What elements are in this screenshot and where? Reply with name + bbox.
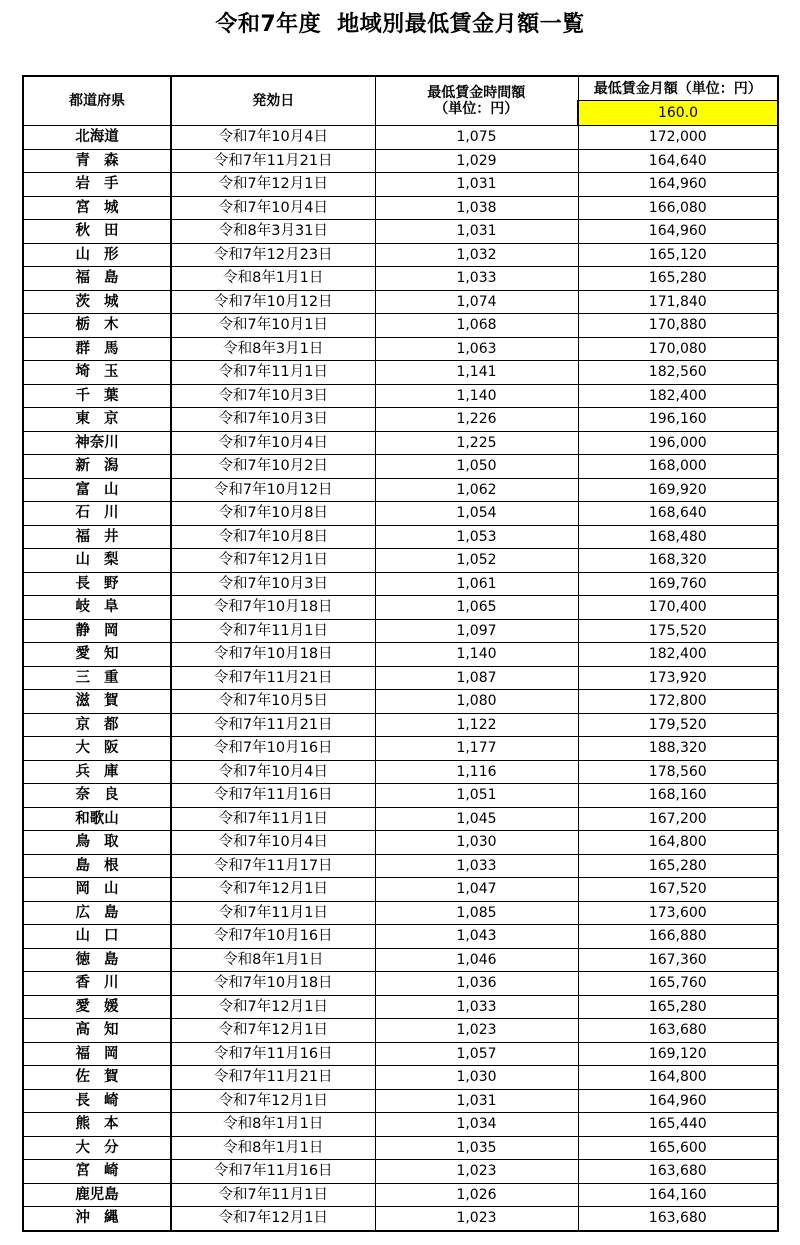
monthly-wage-cell: 165,280 <box>578 854 778 878</box>
table-row <box>23 384 778 408</box>
monthly-wage-cell: 168,480 <box>578 525 778 549</box>
table-row <box>23 995 778 1019</box>
hourly-wage-cell: 1,031 <box>375 220 578 244</box>
hourly-wage-cell: 1,026 <box>375 1183 578 1207</box>
table-row <box>23 1136 778 1160</box>
prefecture-cell: 山口 <box>23 925 171 949</box>
effective-date-cell: 令和7年12月1日 <box>171 878 375 902</box>
prefecture-cell: 北海道 <box>23 126 171 150</box>
hourly-wage-cell: 1,033 <box>375 854 578 878</box>
table-row <box>23 243 778 267</box>
hourly-wage-cell: 1,063 <box>375 337 578 361</box>
effective-date-cell: 令和7年11月1日 <box>171 807 375 831</box>
monthly-wage-cell: 196,000 <box>578 431 778 455</box>
hourly-wage-cell: 1,087 <box>375 666 578 690</box>
monthly-wage-cell: 163,680 <box>578 1160 778 1184</box>
hourly-wage-cell: 1,097 <box>375 619 578 643</box>
hourly-wage-cell: 1,140 <box>375 643 578 667</box>
monthly-wage-cell: 166,080 <box>578 196 778 220</box>
hourly-wage-cell: 1,047 <box>375 878 578 902</box>
prefecture-cell: 鹿児島 <box>23 1183 171 1207</box>
effective-date-cell: 令和7年10月4日 <box>171 196 375 220</box>
table-row <box>23 572 778 596</box>
prefecture-cell: 埼玉 <box>23 361 171 385</box>
hourly-wage-cell: 1,085 <box>375 901 578 925</box>
effective-date-cell: 令和8年1月1日 <box>171 948 375 972</box>
hourly-wage-cell: 1,030 <box>375 1066 578 1090</box>
prefecture-cell: 新潟 <box>23 455 171 479</box>
effective-date-cell: 令和7年11月21日 <box>171 1066 375 1090</box>
prefecture-cell: 富山 <box>23 478 171 502</box>
hourly-wage-cell: 1,225 <box>375 431 578 455</box>
monthly-wage-cell: 165,440 <box>578 1113 778 1137</box>
effective-date-cell: 令和7年11月1日 <box>171 361 375 385</box>
table-row <box>23 713 778 737</box>
prefecture-cell: 神奈川 <box>23 431 171 455</box>
table-row <box>23 1113 778 1137</box>
effective-date-cell: 令和7年12月23日 <box>171 243 375 267</box>
table-row <box>23 619 778 643</box>
monthly-wage-cell: 179,520 <box>578 713 778 737</box>
header-hourly-wage <box>375 76 578 126</box>
effective-date-cell: 令和8年1月1日 <box>171 267 375 291</box>
effective-date-cell: 令和8年1月1日 <box>171 1113 375 1137</box>
effective-date-cell: 令和7年10月16日 <box>171 925 375 949</box>
monthly-wage-cell: 170,880 <box>578 314 778 338</box>
table-row <box>23 854 778 878</box>
effective-date-cell: 令和7年10月18日 <box>171 643 375 667</box>
prefecture-cell: 滋賀 <box>23 690 171 714</box>
hourly-wage-cell: 1,033 <box>375 267 578 291</box>
title-subject: 地域別最低賃金月額一覧 <box>337 12 585 37</box>
effective-date-cell: 令和7年10月1日 <box>171 314 375 338</box>
header-hourly-unit: （単位：円） <box>434 101 519 117</box>
table-row <box>23 525 778 549</box>
title-fiscal-year: 令和7年度 <box>215 12 322 37</box>
hourly-wage-cell: 1,038 <box>375 196 578 220</box>
effective-date-cell: 令和7年12月1日 <box>171 995 375 1019</box>
monthly-wage-cell: 182,560 <box>578 361 778 385</box>
effective-date-cell: 令和7年11月1日 <box>171 901 375 925</box>
monthly-multiplier-cell: 160.0 <box>578 101 778 126</box>
monthly-wage-cell: 178,560 <box>578 760 778 784</box>
prefecture-cell: 高知 <box>23 1019 171 1043</box>
monthly-wage-cell: 168,000 <box>578 455 778 479</box>
hourly-wage-cell: 1,080 <box>375 690 578 714</box>
hourly-wage-cell: 1,074 <box>375 290 578 314</box>
monthly-wage-cell: 164,960 <box>578 1089 778 1113</box>
monthly-wage-cell: 172,800 <box>578 690 778 714</box>
prefecture-cell: 兵庫 <box>23 760 171 784</box>
table-row <box>23 290 778 314</box>
effective-date-cell: 令和7年11月17日 <box>171 854 375 878</box>
prefecture-cell: 東京 <box>23 408 171 432</box>
hourly-wage-cell: 1,031 <box>375 173 578 197</box>
hourly-wage-cell: 1,065 <box>375 596 578 620</box>
table-row <box>23 948 778 972</box>
effective-date-cell: 令和7年11月16日 <box>171 1160 375 1184</box>
effective-date-cell: 令和7年10月8日 <box>171 502 375 526</box>
hourly-wage-cell: 1,035 <box>375 1136 578 1160</box>
prefecture-cell: 青森 <box>23 149 171 173</box>
monthly-wage-cell: 173,600 <box>578 901 778 925</box>
monthly-wage-cell: 167,360 <box>578 948 778 972</box>
table-row <box>23 690 778 714</box>
prefecture-cell: 奈良 <box>23 784 171 808</box>
table-row <box>23 1183 778 1207</box>
table-row <box>23 267 778 291</box>
prefecture-cell: 石川 <box>23 502 171 526</box>
table-row <box>23 549 778 573</box>
monthly-wage-cell: 168,320 <box>578 549 778 573</box>
monthly-wage-cell: 182,400 <box>578 643 778 667</box>
monthly-wage-cell: 167,200 <box>578 807 778 831</box>
monthly-wage-cell: 164,800 <box>578 831 778 855</box>
effective-date-cell: 令和7年10月12日 <box>171 478 375 502</box>
table-row <box>23 220 778 244</box>
effective-date-cell: 令和7年12月1日 <box>171 1019 375 1043</box>
header-row <box>23 76 778 101</box>
monthly-wage-cell: 182,400 <box>578 384 778 408</box>
table-row <box>23 807 778 831</box>
hourly-wage-cell: 1,122 <box>375 713 578 737</box>
table-row <box>23 1019 778 1043</box>
prefecture-cell: 秋田 <box>23 220 171 244</box>
prefecture-cell: 千葉 <box>23 384 171 408</box>
monthly-wage-cell: 164,960 <box>578 220 778 244</box>
table-row <box>23 972 778 996</box>
table-row <box>23 455 778 479</box>
hourly-wage-cell: 1,023 <box>375 1019 578 1043</box>
table-row <box>23 502 778 526</box>
hourly-wage-cell: 1,054 <box>375 502 578 526</box>
hourly-wage-cell: 1,051 <box>375 784 578 808</box>
header-effective-date: 発効日 <box>171 76 375 126</box>
effective-date-cell: 令和7年10月3日 <box>171 384 375 408</box>
prefecture-cell: 徳島 <box>23 948 171 972</box>
prefecture-cell: 宮崎 <box>23 1160 171 1184</box>
effective-date-cell: 令和7年10月16日 <box>171 737 375 761</box>
prefecture-cell: 島根 <box>23 854 171 878</box>
hourly-wage-cell: 1,057 <box>375 1042 578 1066</box>
table-row <box>23 878 778 902</box>
prefecture-cell: 茨城 <box>23 290 171 314</box>
monthly-wage-cell: 175,520 <box>578 619 778 643</box>
table-body <box>23 126 778 1231</box>
table-row <box>23 337 778 361</box>
monthly-wage-cell: 163,680 <box>578 1019 778 1043</box>
hourly-wage-cell: 1,030 <box>375 831 578 855</box>
prefecture-cell: 鳥取 <box>23 831 171 855</box>
monthly-wage-cell: 171,840 <box>578 290 778 314</box>
table-row <box>23 1089 778 1113</box>
page-title <box>0 10 800 40</box>
monthly-wage-cell: 164,800 <box>578 1066 778 1090</box>
hourly-wage-cell: 1,116 <box>375 760 578 784</box>
effective-date-cell: 令和7年10月3日 <box>171 408 375 432</box>
prefecture-cell: 静岡 <box>23 619 171 643</box>
table-row <box>23 925 778 949</box>
hourly-wage-cell: 1,036 <box>375 972 578 996</box>
monthly-wage-cell: 169,920 <box>578 478 778 502</box>
effective-date-cell: 令和7年11月16日 <box>171 1042 375 1066</box>
monthly-wage-cell: 170,080 <box>578 337 778 361</box>
hourly-wage-cell: 1,050 <box>375 455 578 479</box>
table-row <box>23 478 778 502</box>
table-row <box>23 126 778 150</box>
hourly-wage-cell: 1,023 <box>375 1160 578 1184</box>
monthly-wage-cell: 188,320 <box>578 737 778 761</box>
table-row <box>23 596 778 620</box>
monthly-wage-cell: 165,600 <box>578 1136 778 1160</box>
table-row <box>23 901 778 925</box>
hourly-wage-cell: 1,140 <box>375 384 578 408</box>
table-header <box>23 76 778 126</box>
hourly-wage-cell: 1,061 <box>375 572 578 596</box>
monthly-wage-cell: 164,640 <box>578 149 778 173</box>
prefecture-cell: 岩手 <box>23 173 171 197</box>
prefecture-cell: 山梨 <box>23 549 171 573</box>
prefecture-cell: 広島 <box>23 901 171 925</box>
monthly-wage-cell: 168,160 <box>578 784 778 808</box>
effective-date-cell: 令和8年3月31日 <box>171 220 375 244</box>
monthly-wage-cell: 164,160 <box>578 1183 778 1207</box>
table-row <box>23 431 778 455</box>
table-row <box>23 1042 778 1066</box>
hourly-wage-cell: 1,034 <box>375 1113 578 1137</box>
prefecture-cell: 福島 <box>23 267 171 291</box>
prefecture-cell: 香川 <box>23 972 171 996</box>
prefecture-cell: 福井 <box>23 525 171 549</box>
monthly-wage-cell: 165,120 <box>578 243 778 267</box>
table-row <box>23 361 778 385</box>
prefecture-cell: 福岡 <box>23 1042 171 1066</box>
effective-date-cell: 令和7年12月1日 <box>171 1207 375 1231</box>
effective-date-cell: 令和7年11月21日 <box>171 149 375 173</box>
effective-date-cell: 令和7年11月16日 <box>171 784 375 808</box>
prefecture-cell: 和歌山 <box>23 807 171 831</box>
prefecture-cell: 大阪 <box>23 737 171 761</box>
prefecture-cell: 栃木 <box>23 314 171 338</box>
hourly-wage-cell: 1,032 <box>375 243 578 267</box>
monthly-wage-cell: 163,680 <box>578 1207 778 1231</box>
prefecture-cell: 山形 <box>23 243 171 267</box>
effective-date-cell: 令和8年3月1日 <box>171 337 375 361</box>
header-monthly-wage: 最低賃金月額（単位：円） <box>578 76 778 101</box>
monthly-wage-cell: 169,120 <box>578 1042 778 1066</box>
monthly-wage-cell: 196,160 <box>578 408 778 432</box>
effective-date-cell: 令和7年11月1日 <box>171 619 375 643</box>
table-row <box>23 1160 778 1184</box>
monthly-wage-cell: 168,640 <box>578 502 778 526</box>
monthly-wage-cell: 169,760 <box>578 572 778 596</box>
monthly-wage-cell: 166,880 <box>578 925 778 949</box>
hourly-wage-cell: 1,177 <box>375 737 578 761</box>
table-row <box>23 643 778 667</box>
effective-date-cell: 令和8年1月1日 <box>171 1136 375 1160</box>
effective-date-cell: 令和7年10月3日 <box>171 572 375 596</box>
effective-date-cell: 令和7年11月21日 <box>171 713 375 737</box>
effective-date-cell: 令和7年11月1日 <box>171 1183 375 1207</box>
prefecture-cell: 宮城 <box>23 196 171 220</box>
hourly-wage-cell: 1,033 <box>375 995 578 1019</box>
hourly-wage-cell: 1,141 <box>375 361 578 385</box>
table-row <box>23 408 778 432</box>
effective-date-cell: 令和7年10月8日 <box>171 525 375 549</box>
table-row <box>23 196 778 220</box>
table-row <box>23 1066 778 1090</box>
table-row <box>23 831 778 855</box>
table-row <box>23 173 778 197</box>
hourly-wage-cell: 1,062 <box>375 478 578 502</box>
effective-date-cell: 令和7年10月4日 <box>171 831 375 855</box>
monthly-wage-cell: 172,000 <box>578 126 778 150</box>
table-row <box>23 666 778 690</box>
effective-date-cell: 令和7年10月4日 <box>171 760 375 784</box>
prefecture-cell: 愛媛 <box>23 995 171 1019</box>
table-row <box>23 760 778 784</box>
prefecture-cell: 長野 <box>23 572 171 596</box>
hourly-wage-cell: 1,068 <box>375 314 578 338</box>
prefecture-cell: 京都 <box>23 713 171 737</box>
table-row <box>23 149 778 173</box>
effective-date-cell: 令和7年12月1日 <box>171 1089 375 1113</box>
prefecture-cell: 愛知 <box>23 643 171 667</box>
minimum-wage-table <box>22 75 779 1232</box>
effective-date-cell: 令和7年12月1日 <box>171 173 375 197</box>
monthly-wage-cell: 165,280 <box>578 995 778 1019</box>
hourly-wage-cell: 1,046 <box>375 948 578 972</box>
prefecture-cell: 三重 <box>23 666 171 690</box>
effective-date-cell: 令和7年10月5日 <box>171 690 375 714</box>
monthly-wage-cell: 173,920 <box>578 666 778 690</box>
header-hourly-title: 最低賃金時間額 <box>427 85 526 101</box>
table-row <box>23 784 778 808</box>
monthly-wage-cell: 167,520 <box>578 878 778 902</box>
prefecture-cell: 岡山 <box>23 878 171 902</box>
prefecture-cell: 熊本 <box>23 1113 171 1137</box>
header-prefecture: 都道府県 <box>23 76 171 126</box>
effective-date-cell: 令和7年12月1日 <box>171 549 375 573</box>
prefecture-cell: 佐賀 <box>23 1066 171 1090</box>
hourly-wage-cell: 1,052 <box>375 549 578 573</box>
hourly-wage-cell: 1,029 <box>375 149 578 173</box>
table-row <box>23 737 778 761</box>
effective-date-cell: 令和7年10月2日 <box>171 455 375 479</box>
monthly-wage-cell: 170,400 <box>578 596 778 620</box>
hourly-wage-cell: 1,226 <box>375 408 578 432</box>
hourly-wage-cell: 1,075 <box>375 126 578 150</box>
hourly-wage-cell: 1,043 <box>375 925 578 949</box>
hourly-wage-cell: 1,053 <box>375 525 578 549</box>
effective-date-cell: 令和7年11月21日 <box>171 666 375 690</box>
prefecture-cell: 群馬 <box>23 337 171 361</box>
monthly-wage-cell: 164,960 <box>578 173 778 197</box>
prefecture-cell: 大分 <box>23 1136 171 1160</box>
hourly-wage-cell: 1,023 <box>375 1207 578 1231</box>
effective-date-cell: 令和7年10月18日 <box>171 972 375 996</box>
effective-date-cell: 令和7年10月4日 <box>171 126 375 150</box>
hourly-wage-cell: 1,045 <box>375 807 578 831</box>
prefecture-cell: 岐阜 <box>23 596 171 620</box>
monthly-wage-cell: 165,280 <box>578 267 778 291</box>
effective-date-cell: 令和7年10月12日 <box>171 290 375 314</box>
prefecture-cell: 沖縄 <box>23 1207 171 1231</box>
effective-date-cell: 令和7年10月4日 <box>171 431 375 455</box>
monthly-wage-cell: 165,760 <box>578 972 778 996</box>
table-row <box>23 314 778 338</box>
prefecture-cell: 長崎 <box>23 1089 171 1113</box>
table-row <box>23 1207 778 1231</box>
hourly-wage-cell: 1,031 <box>375 1089 578 1113</box>
effective-date-cell: 令和7年10月18日 <box>171 596 375 620</box>
